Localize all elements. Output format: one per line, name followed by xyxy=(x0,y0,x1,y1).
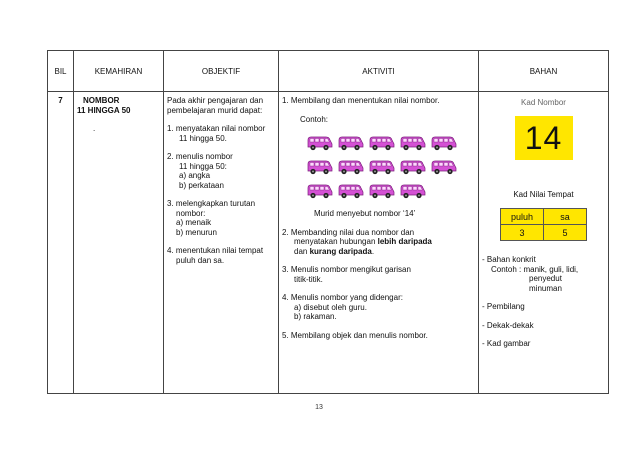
objektif-1: 1. menyatakan nilai nombor xyxy=(167,124,266,133)
header-bahan: BAHAN xyxy=(479,51,609,92)
bahan-item: Contoh : manik, guli, lidi, xyxy=(491,264,579,274)
table-row xyxy=(48,92,609,394)
objektif-1-cont: 11 hingga 50. xyxy=(179,133,227,143)
aktiviti-4-b: b) rakaman. xyxy=(294,312,337,321)
van-icon xyxy=(337,183,364,199)
pv-header-puluh: puluh xyxy=(501,209,544,225)
bahan-item: - Bahan konkrit xyxy=(482,255,536,264)
kemahiran-cell xyxy=(74,92,164,394)
van-icon xyxy=(306,135,333,151)
aktiviti-4-a: a) disebut oleh guru. xyxy=(294,302,367,312)
objektif-2-a: a) angka xyxy=(179,171,211,180)
van-picture-grid xyxy=(306,135,475,199)
objektif-intro-1: Pada akhir pengajaran dan xyxy=(167,96,264,105)
aktiviti-2-cont xyxy=(282,237,475,247)
pv-value-sa: 5 xyxy=(544,225,587,241)
place-value-table xyxy=(500,208,587,241)
bahan-cell xyxy=(479,92,609,394)
objektif-3-a: a) menaik xyxy=(176,218,212,227)
header-objektif: OBJEKTIF xyxy=(164,51,279,92)
aktiviti-cell xyxy=(279,92,479,394)
bil-cell xyxy=(48,92,74,394)
aktiviti-contoh: Contoh: xyxy=(300,114,329,124)
aktiviti-3: 3. Menulis nombor mengikut garisan xyxy=(282,265,411,274)
kemahiran-range: 11 HINGGA 50 xyxy=(77,105,131,115)
header-bil: BIL xyxy=(48,51,74,92)
van-icon xyxy=(399,159,426,175)
aktiviti-2-cont2 xyxy=(282,247,475,257)
bahan-item: penyedut xyxy=(529,274,562,283)
van-icon xyxy=(306,183,333,199)
kad-nombor-title: Kad Nombor xyxy=(521,98,566,107)
page-number: 13 xyxy=(315,404,323,411)
aktiviti-4: 4. Menulis nombor yang didengar: xyxy=(282,293,403,302)
bahan-list xyxy=(482,255,605,349)
header-aktiviti: AKTIVITI xyxy=(279,51,479,92)
header-kemahiran: KEMAHIRAN xyxy=(74,51,164,92)
aktiviti-3-cont: titik-titik. xyxy=(294,274,323,284)
kad-nilai-tempat-title: Kad Nilai Tempat xyxy=(513,190,574,199)
bahan-item: - Pembilang xyxy=(482,302,525,311)
objektif-2-b: b) perkataan xyxy=(179,180,224,190)
objektif-3-cont: nombor: xyxy=(176,208,206,218)
aktiviti-1: 1. Membilang dan menentukan nilai nombor. xyxy=(282,96,440,105)
aktiviti-2-bold-lebih: lebih daripada xyxy=(377,237,432,246)
aktiviti-2-dan: dan xyxy=(294,246,310,256)
kemahiran-title: NOMBOR xyxy=(83,96,120,105)
van-icon xyxy=(306,159,333,175)
van-icon xyxy=(399,135,426,151)
van-icon xyxy=(368,135,395,151)
objektif-cell xyxy=(164,92,279,394)
objektif-4-cont: puluh dan sa. xyxy=(176,255,225,265)
aktiviti-2-period: . xyxy=(371,246,375,256)
objektif-4: 4. menentukan nilai tempat xyxy=(167,246,264,255)
objektif-3-b: b) menurun xyxy=(176,227,217,237)
van-icon xyxy=(430,135,457,151)
van-icon xyxy=(337,135,364,151)
bahan-item: minuman xyxy=(529,283,562,293)
bahan-item: - Dekak-dekak xyxy=(482,320,534,330)
bahan-item: - Kad gambar xyxy=(482,339,531,348)
van-icon xyxy=(399,183,426,199)
objektif-intro-2: pembelajaran murid dapat: xyxy=(167,105,263,115)
kemahiran-dot: . xyxy=(93,124,96,133)
kad-nombor-card: 14 xyxy=(515,116,573,160)
objektif-2: 2. menulis nombor xyxy=(167,152,233,161)
aktiviti-5: 5. Membilang objek dan menulis nombor. xyxy=(282,330,428,340)
aktiviti-2: 2. Membanding nilai dua nombor dan xyxy=(282,227,415,237)
pv-value-puluh: 3 xyxy=(501,225,544,241)
van-icon xyxy=(368,159,395,175)
van-icon xyxy=(337,159,364,175)
van-icon xyxy=(430,159,457,175)
bil-number: 7 xyxy=(58,96,63,105)
pv-header-sa: sa xyxy=(544,209,587,225)
aktiviti-2-bold-kurang: kurang daripada xyxy=(309,246,372,256)
aktiviti-2-text: menyatakan hubungan xyxy=(294,237,378,246)
van-icon xyxy=(368,183,395,199)
header-row xyxy=(48,51,609,92)
objektif-2-cont: 11 hingga 50: xyxy=(179,161,227,171)
lesson-plan-table xyxy=(47,50,609,394)
aktiviti-caption: Murid menyebut nombor ‘14’ xyxy=(314,209,416,218)
objektif-3: 3. melengkapkan turutan xyxy=(167,199,256,208)
